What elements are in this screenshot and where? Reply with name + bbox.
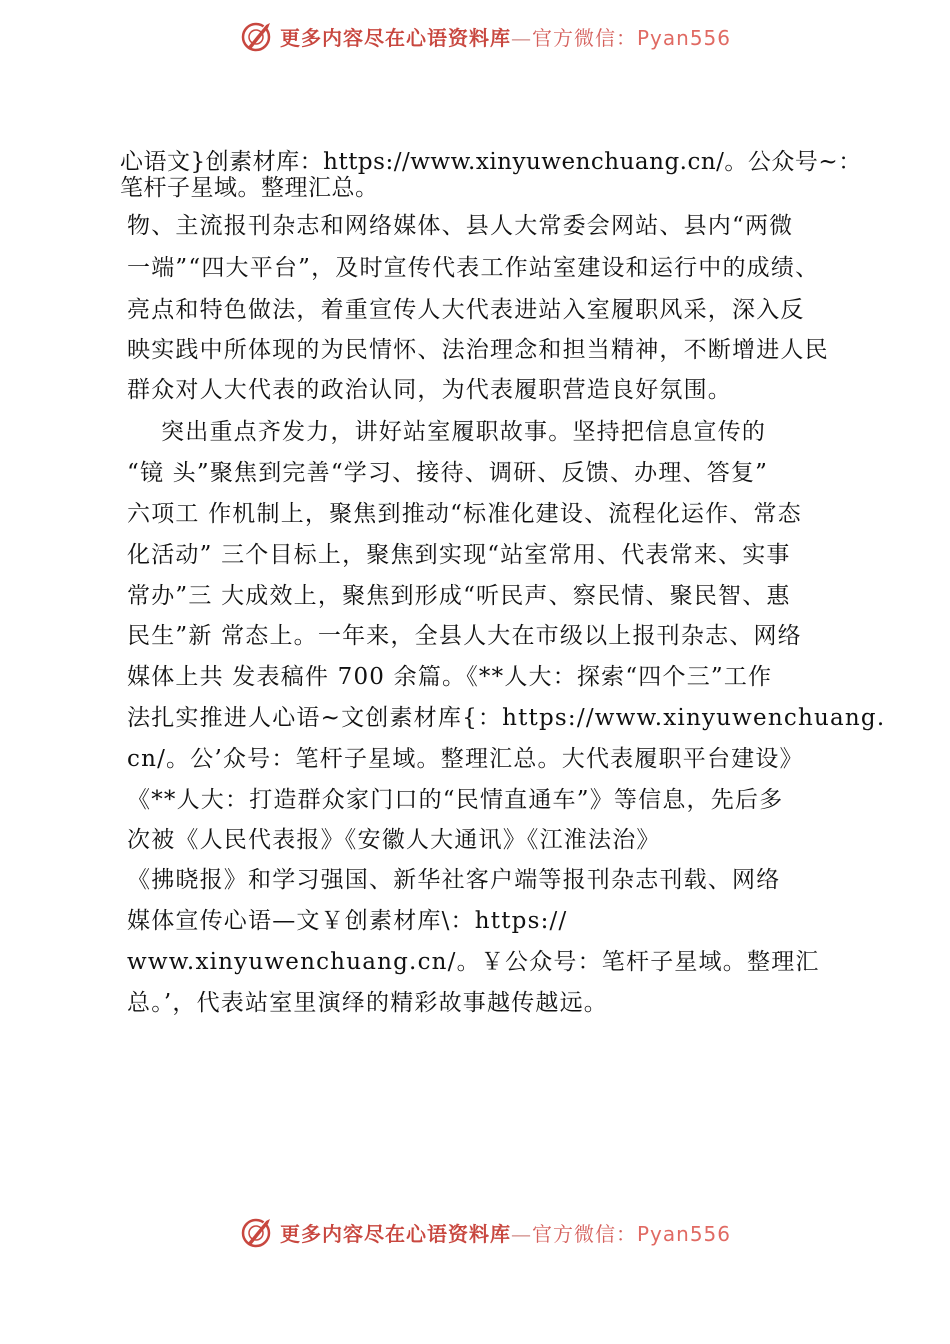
banner-main-text: 更多内容尽在心语资料库 [280,25,511,50]
text-line: 映实践中所体现的为民情怀、法治理念和担当精神，不断增进人民 [127,337,829,363]
banner-main-text: 更多内容尽在心语资料库 [280,1221,511,1246]
text-line: 亮点和特色做法，着重宣传人大代表进站入室履职风采，深入反 [127,297,805,323]
text-line: 媒体宣传心语—文￥创素材库\：https:// [127,908,568,934]
banner-wechat-id: Pyan556 [637,25,732,50]
text-line: 《拂晓报》和学习强国、新华社客户端等报刊杂志刊载、网络 [127,867,781,893]
text-line: 心语文}创素材库：https://www.xinyuwenchuang.cn/。公众号~： [120,149,862,175]
text-line: 《**人大：打造群众家门口的“民情直通车”》等信息，先后多 [127,787,784,813]
text-line: 总。’，代表站室里演绎的精彩故事越传越远。 [127,990,609,1016]
banner-wechat-id: Pyan556 [637,1221,732,1246]
text-line: 常办”三 大成效上，聚焦到形成“听民声、察民情、聚民智、惠 [127,583,791,609]
banner-text [280,22,731,51]
text-line: 群众对人大代表的政治认同，为代表履职营造良好氛围。 [127,377,732,403]
quill-logo-icon [240,1215,274,1249]
text-line: “镜 头”聚焦到完善“学习、接待、调研、反馈、办理、答复” [127,460,769,486]
text-line: 物、主流报刊杂志和网络媒体、县人大常委会网站、县内“两微 [127,213,794,239]
text-line: 法扎实推进人心语~文创素材库{：https://www.xinyuwenchuang. [127,705,886,731]
header-banner [240,16,740,56]
text-line: 六项工 作机制上，聚焦到推动“标准化建设、流程化运作、常态 [127,501,802,527]
banner-wechat-label: 官方微信： [532,25,637,50]
banner-dash: — [511,25,532,50]
text-line: cn/。公’众号：笔杆子星域。整理汇总。大代表履职平台建设》 [127,746,804,772]
text-line: 突出重点齐发力，讲好站室履职故事。坚持把信息宣传的 [127,419,767,445]
text-line: www.xinyuwenchuang.cn/。￥公众号：笔杆子星域。整理汇 [127,949,820,975]
quill-logo-icon [240,19,274,53]
footer-banner [240,1212,740,1252]
banner-dash: — [511,1221,532,1246]
banner-text [280,1218,731,1247]
text-line: 化活动” 三个目标上，聚焦到实现“站室常用、代表常来、实事 [127,542,791,568]
text-line: 笔杆子星域。整理汇总。 [120,175,379,201]
text-line: 一端”“四大平台”，及时宣传代表工作站室建设和运行中的成绩、 [127,255,820,281]
text-line: 次被《人民代表报》《安徽人大通讯》《江淮法治》 [127,827,661,853]
banner-wechat-label: 官方微信： [532,1221,637,1246]
text-line: 民生”新 常态上。一年来，全县人大在市级以上报刊杂志、网络 [127,623,802,649]
text-line: 媒体上共 发表稿件 700 余篇。《**人大：探索“四个三”工作 [127,664,773,690]
